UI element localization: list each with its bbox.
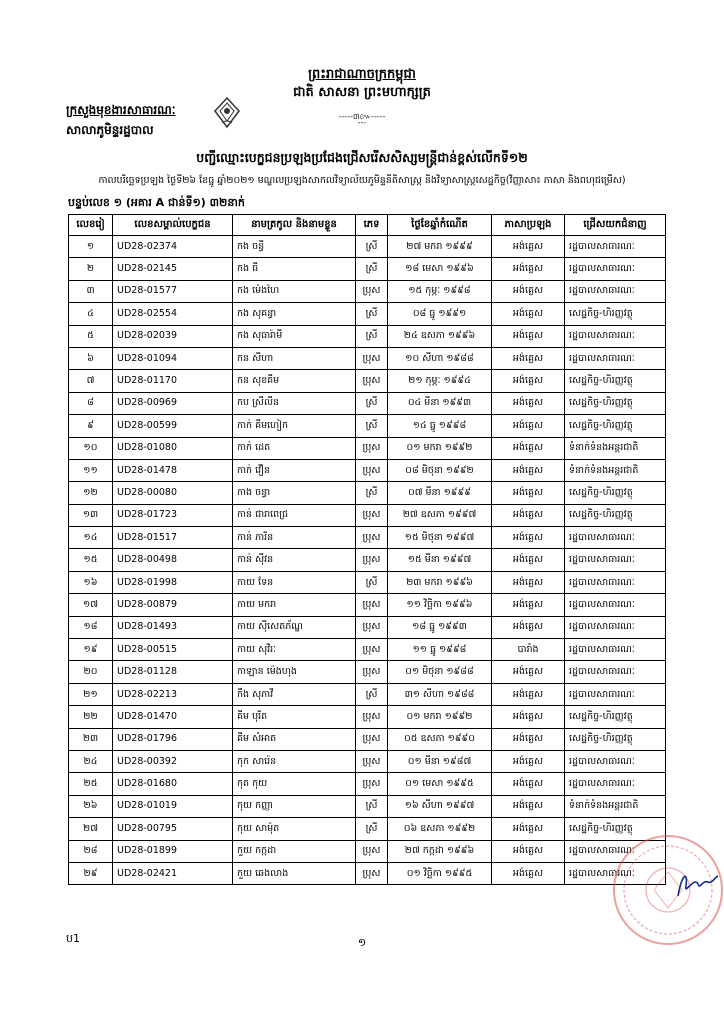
chosen-major: ទំនាក់ទំនងអន្តរជាតិ bbox=[565, 795, 666, 817]
exam-language: អង់គ្លេស bbox=[492, 370, 565, 392]
chosen-major: ទំនាក់ទំនងអន្តរជាតិ bbox=[565, 459, 666, 481]
row-number: ១៦ bbox=[69, 571, 113, 593]
row-number: ២២ bbox=[69, 706, 113, 728]
candidate-id: UD28-01517 bbox=[113, 527, 233, 549]
candidate-id: UD28-02554 bbox=[113, 303, 233, 325]
exam-language: អង់គ្លេស bbox=[492, 325, 565, 347]
date-of-birth: ០៥ ឧសភា ១៩៩០ bbox=[388, 728, 492, 750]
candidate-sex: ស្រី bbox=[356, 258, 388, 280]
candidate-id: UD28-00498 bbox=[113, 549, 233, 571]
candidate-name: កង ធី bbox=[233, 258, 356, 280]
candidate-sex: ប្រុស bbox=[356, 347, 388, 369]
date-of-birth: ២៤ ឧសភា ១៩៩៦ bbox=[388, 325, 492, 347]
chosen-major: សេដ្ឋកិច្ច-ហិរញ្ញវត្ថុ bbox=[565, 303, 666, 325]
exam-language: អង់គ្លេស bbox=[492, 459, 565, 481]
candidate-sex: ប្រុស bbox=[356, 437, 388, 459]
table-row bbox=[69, 773, 666, 795]
candidate-sex: ប្រុស bbox=[356, 527, 388, 549]
candidate-name: កឹង សុភាវី bbox=[233, 683, 356, 705]
exam-language: អង់គ្លេស bbox=[492, 840, 565, 862]
candidate-sex: ប្រុស bbox=[356, 773, 388, 795]
date-of-birth: ២៧ ឧសភា ១៩៩៧ bbox=[388, 504, 492, 526]
table-row bbox=[69, 594, 666, 616]
exam-language: អង់គ្លេស bbox=[492, 594, 565, 616]
date-of-birth: ១១ វិច្ឆិកា ១៩៩៦ bbox=[388, 594, 492, 616]
candidate-sex: ប្រុស bbox=[356, 862, 388, 884]
exam-language: អង់គ្លេស bbox=[492, 482, 565, 504]
candidate-name: កាក់ គីមហៀក bbox=[233, 415, 356, 437]
table-row bbox=[69, 571, 666, 593]
table-row bbox=[69, 683, 666, 705]
candidate-id: UD28-02213 bbox=[113, 683, 233, 705]
date-of-birth: ០៨ មិថុនា ១៩៩២ bbox=[388, 459, 492, 481]
candidate-sex: ប្រុស bbox=[356, 639, 388, 661]
chosen-major: រដ្ឋបាលសាធារណៈ bbox=[565, 527, 666, 549]
signature-icon bbox=[672, 866, 722, 902]
column-header-number: លេខរៀ bbox=[69, 215, 113, 236]
candidate-sex: ប្រុស bbox=[356, 549, 388, 571]
candidate-id: UD28-01899 bbox=[113, 840, 233, 862]
candidate-id: UD28-01094 bbox=[113, 347, 233, 369]
candidate-name: កន សុខគីម bbox=[233, 370, 356, 392]
candidate-name: កាក់ វឿន bbox=[233, 459, 356, 481]
table-row bbox=[69, 639, 666, 661]
candidate-id: UD28-02421 bbox=[113, 862, 233, 884]
candidate-name: កាយ ទែន bbox=[233, 571, 356, 593]
chosen-major: សេដ្ឋកិច្ច-ហិរញ្ញវត្ថុ bbox=[565, 392, 666, 414]
row-number: ១០ bbox=[69, 437, 113, 459]
candidate-sex: ស្រី bbox=[356, 818, 388, 840]
table-header-row bbox=[69, 215, 666, 236]
row-number: ២៤ bbox=[69, 750, 113, 772]
ministry-name: ក្រសួងមុខងារសាធារណៈ bbox=[66, 103, 176, 117]
candidate-id: UD28-00879 bbox=[113, 594, 233, 616]
chosen-major: រដ្ឋបាលសាធារណៈ bbox=[565, 616, 666, 638]
candidate-id: UD28-00969 bbox=[113, 392, 233, 414]
candidate-sex: ប្រុស bbox=[356, 616, 388, 638]
chosen-major: រដ្ឋបាលសាធារណៈ bbox=[565, 549, 666, 571]
candidate-sex: ស្រី bbox=[356, 392, 388, 414]
column-header-chosen-major: ជ្រើសយកជំនាញ bbox=[565, 215, 666, 236]
candidate-id: UD28-01080 bbox=[113, 437, 233, 459]
row-number: ១ bbox=[69, 236, 113, 258]
candidate-name: កុយ សាម៉ុត bbox=[233, 818, 356, 840]
chosen-major: រដ្ឋបាលសាធារណៈ bbox=[565, 325, 666, 347]
candidate-sex: ប្រុស bbox=[356, 750, 388, 772]
date-of-birth: ១៥ មិថុនា ១៩៩៧ bbox=[388, 527, 492, 549]
date-of-birth: ០៨ ធ្នូ ១៩៩១ bbox=[388, 303, 492, 325]
table-row bbox=[69, 862, 666, 884]
exam-language: អង់គ្លេស bbox=[492, 303, 565, 325]
date-of-birth: ១៨ ធ្នូ ១៩៩៣ bbox=[388, 616, 492, 638]
candidate-sex: ប្រុស bbox=[356, 370, 388, 392]
candidate-id: UD28-00080 bbox=[113, 482, 233, 504]
row-number: ២៦ bbox=[69, 795, 113, 817]
chosen-major: សេដ្ឋកិច្ច-ហិរញ្ញវត្ថុ bbox=[565, 504, 666, 526]
chosen-major: រដ្ឋបាលសាធារណៈ bbox=[565, 840, 666, 862]
candidate-name: កាន់ ស៊ីវន bbox=[233, 549, 356, 571]
exam-language: អង់គ្លេស bbox=[492, 415, 565, 437]
table-row bbox=[69, 750, 666, 772]
candidate-name: កង ចន្ធី bbox=[233, 236, 356, 258]
row-number: ២១ bbox=[69, 683, 113, 705]
row-number: ៧ bbox=[69, 370, 113, 392]
exam-language: អង់គ្លេស bbox=[492, 728, 565, 750]
candidate-name: កាន់ ជារាពេជ្រ bbox=[233, 504, 356, 526]
exam-language: អង់គ្លេស bbox=[492, 683, 565, 705]
candidate-sex: ស្រី bbox=[356, 482, 388, 504]
candidate-name: កាយ មករា bbox=[233, 594, 356, 616]
candidate-sex: ស្រី bbox=[356, 795, 388, 817]
date-of-birth: ០៧ មីនា ១៩៩៩ bbox=[388, 482, 492, 504]
column-header-candidate-id: លេខសម្គាល់បេក្ខជន bbox=[113, 215, 233, 236]
chosen-major: រដ្ឋបាលសាធារណៈ bbox=[565, 594, 666, 616]
date-of-birth: ៣១ សីហា ១៩៨៨ bbox=[388, 683, 492, 705]
exam-language: អង់គ្លេស bbox=[492, 571, 565, 593]
date-of-birth: ០១ មីនា ១៩៨៧ bbox=[388, 750, 492, 772]
row-number: ៦ bbox=[69, 347, 113, 369]
chosen-major: រដ្ឋបាលសាធារណៈ bbox=[565, 571, 666, 593]
table-row bbox=[69, 347, 666, 369]
candidate-sex: ប្រុស bbox=[356, 840, 388, 862]
row-number: ២០ bbox=[69, 661, 113, 683]
chosen-major: សេដ្ឋកិច្ច-ហិរញ្ញវត្ថុ bbox=[565, 482, 666, 504]
chosen-major: រដ្ឋបាលសាធារណៈ bbox=[565, 280, 666, 302]
candidate-sex: ប្រុស bbox=[356, 280, 388, 302]
table-row bbox=[69, 661, 666, 683]
exam-language: អង់គ្លេស bbox=[492, 862, 565, 884]
row-number: ១៥ bbox=[69, 549, 113, 571]
exam-language: អង់គ្លេស bbox=[492, 392, 565, 414]
row-number: ១១ bbox=[69, 459, 113, 481]
candidate-table bbox=[68, 214, 666, 885]
document-code: ប1 bbox=[66, 932, 80, 945]
table-row bbox=[69, 840, 666, 862]
exam-language: អង់គ្លេស bbox=[492, 795, 565, 817]
exam-language: អង់គ្លេស bbox=[492, 504, 565, 526]
exam-language: អង់គ្លេស bbox=[492, 280, 565, 302]
table-row bbox=[69, 459, 666, 481]
exam-language: អង់គ្លេស bbox=[492, 818, 565, 840]
candidate-sex: ប្រុស bbox=[356, 459, 388, 481]
table-row bbox=[69, 728, 666, 750]
date-of-birth: ០៦ ឧសភា ១៩៩២ bbox=[388, 818, 492, 840]
table-row bbox=[69, 504, 666, 526]
date-of-birth: ២៧ កក្កដា ១៩៩៦ bbox=[388, 840, 492, 862]
row-number: ១៨ bbox=[69, 616, 113, 638]
date-of-birth: ១១ ធ្នូ ១៩៩៨ bbox=[388, 639, 492, 661]
date-of-birth: ០១ មេសា ១៩៩៥ bbox=[388, 773, 492, 795]
list-title: បញ្ជីឈ្មោះបេក្ខជនប្រឡងប្រជែងជ្រើសរើសសិស្សមន្ត្រីជាន់ខ្ពស់លើកទី១២ bbox=[196, 150, 528, 165]
candidate-id: UD28-01470 bbox=[113, 706, 233, 728]
date-of-birth: ០១ មករា ១៩៩២ bbox=[388, 706, 492, 728]
candidate-name: កន សីហា bbox=[233, 347, 356, 369]
table-row bbox=[69, 482, 666, 504]
candidate-id: UD28-01170 bbox=[113, 370, 233, 392]
chosen-major: សេដ្ឋកិច្ច-ហិរញ្ញវត្ថុ bbox=[565, 415, 666, 437]
exam-language: អង់គ្លេស bbox=[492, 236, 565, 258]
date-of-birth: ០៤ មីនា ១៩៩៣ bbox=[388, 392, 492, 414]
exam-language: អង់គ្លេស bbox=[492, 616, 565, 638]
row-number: ២៨ bbox=[69, 840, 113, 862]
chosen-major: រដ្ឋបាលសាធារណៈ bbox=[565, 862, 666, 884]
table-row bbox=[69, 549, 666, 571]
candidate-id: UD28-01493 bbox=[113, 616, 233, 638]
table-row bbox=[69, 236, 666, 258]
candidate-sex: ប្រុស bbox=[356, 728, 388, 750]
exam-language: អង់គ្លេស bbox=[492, 347, 565, 369]
chosen-major: ទំនាក់ទំនងអន្តរជាតិ bbox=[565, 437, 666, 459]
date-of-birth: ២១ កុម្ភៈ ១៩៩៤ bbox=[388, 370, 492, 392]
candidate-name: កាន់ ភារិន bbox=[233, 527, 356, 549]
chosen-major: សេដ្ឋកិច្ច-ហិរញ្ញវត្ថុ bbox=[565, 370, 666, 392]
candidate-name: កុយ កញ្ញា bbox=[233, 795, 356, 817]
row-number: ២ bbox=[69, 258, 113, 280]
row-number: ១៣ bbox=[69, 504, 113, 526]
candidate-sex: ប្រុស bbox=[356, 504, 388, 526]
candidate-id: UD28-01998 bbox=[113, 571, 233, 593]
chosen-major: រដ្ឋបាលសាធារណៈ bbox=[565, 661, 666, 683]
row-number: ៩ bbox=[69, 415, 113, 437]
candidate-id: UD28-00515 bbox=[113, 639, 233, 661]
table-row bbox=[69, 325, 666, 347]
column-header-exam-language: ភាសាប្រឡង bbox=[492, 215, 565, 236]
candidate-name: គីម បុរិត bbox=[233, 706, 356, 728]
candidate-name: កុត កុយ bbox=[233, 773, 356, 795]
date-of-birth: ១៥ មីនា ១៩៩៧ bbox=[388, 549, 492, 571]
exam-language: អង់គ្លេស bbox=[492, 258, 565, 280]
candidate-id: UD28-00392 bbox=[113, 750, 233, 772]
candidate-name: កាក់ ដេត bbox=[233, 437, 356, 459]
exam-language: អង់គ្លេស bbox=[492, 706, 565, 728]
candidate-id: UD28-01796 bbox=[113, 728, 233, 750]
candidate-sex: ស្រី bbox=[356, 325, 388, 347]
candidate-sex: ស្រី bbox=[356, 415, 388, 437]
candidate-sex: ស្រី bbox=[356, 571, 388, 593]
exam-language: អង់គ្លេស bbox=[492, 549, 565, 571]
chosen-major: រដ្ឋបាលសាធារណៈ bbox=[565, 258, 666, 280]
chosen-major: រដ្ឋបាលសាធារណៈ bbox=[565, 236, 666, 258]
candidate-id: UD28-00599 bbox=[113, 415, 233, 437]
row-number: ២៣ bbox=[69, 728, 113, 750]
table-row bbox=[69, 527, 666, 549]
row-number: ១៧ bbox=[69, 594, 113, 616]
kingdom-heading bbox=[0, 66, 724, 102]
candidate-name: កាយ ស៊ីសេតភ័ណ្ឌ bbox=[233, 616, 356, 638]
row-number: ១២ bbox=[69, 482, 113, 504]
date-of-birth: ០១ មករា ១៩៩២ bbox=[388, 437, 492, 459]
table-row bbox=[69, 370, 666, 392]
chosen-major: សេដ្ឋកិច្ច-ហិរញ្ញវត្ថុ bbox=[565, 728, 666, 750]
candidate-sex: ប្រុស bbox=[356, 706, 388, 728]
date-of-birth: ០១ វិច្ឆិកា ១៩៩៥ bbox=[388, 862, 492, 884]
row-number: ២៩ bbox=[69, 862, 113, 884]
national-motto: ជាតិ សាសនា ព្រះមហាក្សត្រ bbox=[293, 85, 431, 100]
school-emblem-icon bbox=[213, 97, 241, 129]
room-label: បន្ទប់លេខ ១ (អគារ A ជាន់ទី១) ៣២នាក់ bbox=[68, 196, 245, 209]
table-row bbox=[69, 795, 666, 817]
row-number: ១៤ bbox=[69, 527, 113, 549]
chosen-major: រដ្ឋបាលសាធារណៈ bbox=[565, 773, 666, 795]
table-row bbox=[69, 280, 666, 302]
candidate-id: UD28-01680 bbox=[113, 773, 233, 795]
candidate-name: កាង ចន្ធា bbox=[233, 482, 356, 504]
candidate-id: UD28-02145 bbox=[113, 258, 233, 280]
candidate-name: កង សុធារ៉ាមី bbox=[233, 325, 356, 347]
candidate-sex: ស្រី bbox=[356, 236, 388, 258]
row-number: ២៧ bbox=[69, 818, 113, 840]
candidate-name: កង ម៉េងហៃ bbox=[233, 280, 356, 302]
candidate-id: UD28-01019 bbox=[113, 795, 233, 817]
exam-language: អង់គ្លេស bbox=[492, 750, 565, 772]
chosen-major: រដ្ឋបាលសាធារណៈ bbox=[565, 683, 666, 705]
date-of-birth: ១៤ ធ្នូ ១៩៩៨ bbox=[388, 415, 492, 437]
candidate-id: UD28-02039 bbox=[113, 325, 233, 347]
column-header-full-name: នាមត្រកូល និងនាមខ្លួន bbox=[233, 215, 356, 236]
page-number: ១ bbox=[357, 936, 367, 949]
candidate-sex: ស្រី bbox=[356, 683, 388, 705]
kingdom-name: ព្រះរាជាណាចក្រកម្ពុជា bbox=[308, 67, 416, 82]
exam-language: អង់គ្លេស bbox=[492, 527, 565, 549]
row-number: ៨ bbox=[69, 392, 113, 414]
candidate-name: កប ស្រីលីន bbox=[233, 392, 356, 414]
candidate-id: UD28-01577 bbox=[113, 280, 233, 302]
column-header-date-of-birth: ថ្ងៃខែឆ្នាំកំណើត bbox=[388, 215, 492, 236]
column-header-sex: ភេទ bbox=[356, 215, 388, 236]
candidate-id: UD28-01723 bbox=[113, 504, 233, 526]
candidate-name: កួយ កក្កដា bbox=[233, 840, 356, 862]
table-row bbox=[69, 258, 666, 280]
table-row bbox=[69, 415, 666, 437]
row-number: ២៥ bbox=[69, 773, 113, 795]
candidate-name: កាយ សុវិរៈ bbox=[233, 639, 356, 661]
candidate-sex: ស្រី bbox=[356, 303, 388, 325]
ministry-heading bbox=[66, 100, 175, 140]
row-number: ៥ bbox=[69, 325, 113, 347]
table-row bbox=[69, 437, 666, 459]
candidate-name: កុក សារ៉េន bbox=[233, 750, 356, 772]
exam-language: អង់គ្លេស bbox=[492, 773, 565, 795]
table-row bbox=[69, 706, 666, 728]
row-number: ៣ bbox=[69, 280, 113, 302]
exam-language: បារាំង bbox=[492, 639, 565, 661]
table-row bbox=[69, 818, 666, 840]
ornament-divider: -----៣៚-------- bbox=[338, 112, 386, 127]
table-row bbox=[69, 392, 666, 414]
chosen-major: រដ្ឋបាលសាធារណៈ bbox=[565, 750, 666, 772]
row-number: ៤ bbox=[69, 303, 113, 325]
date-of-birth: ១៥ កុម្ភៈ ១៩៩៨ bbox=[388, 280, 492, 302]
exam-details: កាលបរិច្ឆេទប្រឡង ថ្ងៃទី២៦ ខែធ្នូ ឆ្នាំ២០២១ មណ្ឌលប្រឡងសាកលវិទ្យាល័យភូមិន្ទនីតិសាស្ត្រ និងវិទ្យាសាស្ត្រសេដ្ឋកិច្ច(វិញ្ញាសា៖ ភាសា និងពហុជម្រើស) bbox=[98, 175, 626, 186]
table-row bbox=[69, 616, 666, 638]
candidate-id: UD28-01128 bbox=[113, 661, 233, 683]
candidate-id: UD28-02374 bbox=[113, 236, 233, 258]
school-name: សាលាភូមិន្ទរដ្ឋបាល bbox=[66, 123, 154, 137]
exam-language: អង់គ្លេស bbox=[492, 661, 565, 683]
candidate-name: កាឡាន ម៉េងហុង bbox=[233, 661, 356, 683]
candidate-name: គីម សំអាត bbox=[233, 728, 356, 750]
candidate-name: កួយ ឆេងលាង bbox=[233, 862, 356, 884]
row-number: ១៩ bbox=[69, 639, 113, 661]
date-of-birth: ២៣ មករា ១៩៩៦ bbox=[388, 571, 492, 593]
candidate-id: UD28-00795 bbox=[113, 818, 233, 840]
chosen-major: រដ្ឋបាលសាធារណៈ bbox=[565, 347, 666, 369]
candidate-name: កង សុគន្ធា bbox=[233, 303, 356, 325]
exam-language: អង់គ្លេស bbox=[492, 437, 565, 459]
date-of-birth: ១៨ មេសា ១៩៩៦ bbox=[388, 258, 492, 280]
candidate-sex: ប្រុស bbox=[356, 594, 388, 616]
chosen-major: សេដ្ឋកិច្ច-ហិរញ្ញវត្ថុ bbox=[565, 706, 666, 728]
table-row bbox=[69, 303, 666, 325]
date-of-birth: ០១ មិថុនា ១៩៨៨ bbox=[388, 661, 492, 683]
candidate-sex: ប្រុស bbox=[356, 661, 388, 683]
chosen-major: រដ្ឋបាលសាធារណៈ bbox=[565, 639, 666, 661]
chosen-major: សេដ្ឋកិច្ច-ហិរញ្ញវត្ថុ bbox=[565, 818, 666, 840]
date-of-birth: ១០ សីហា ១៩៨៨ bbox=[388, 347, 492, 369]
date-of-birth: ២៧ មករា ១៩៩៩ bbox=[388, 236, 492, 258]
date-of-birth: ១៦ សីហា ១៩៩៧ bbox=[388, 795, 492, 817]
candidate-id: UD28-01478 bbox=[113, 459, 233, 481]
